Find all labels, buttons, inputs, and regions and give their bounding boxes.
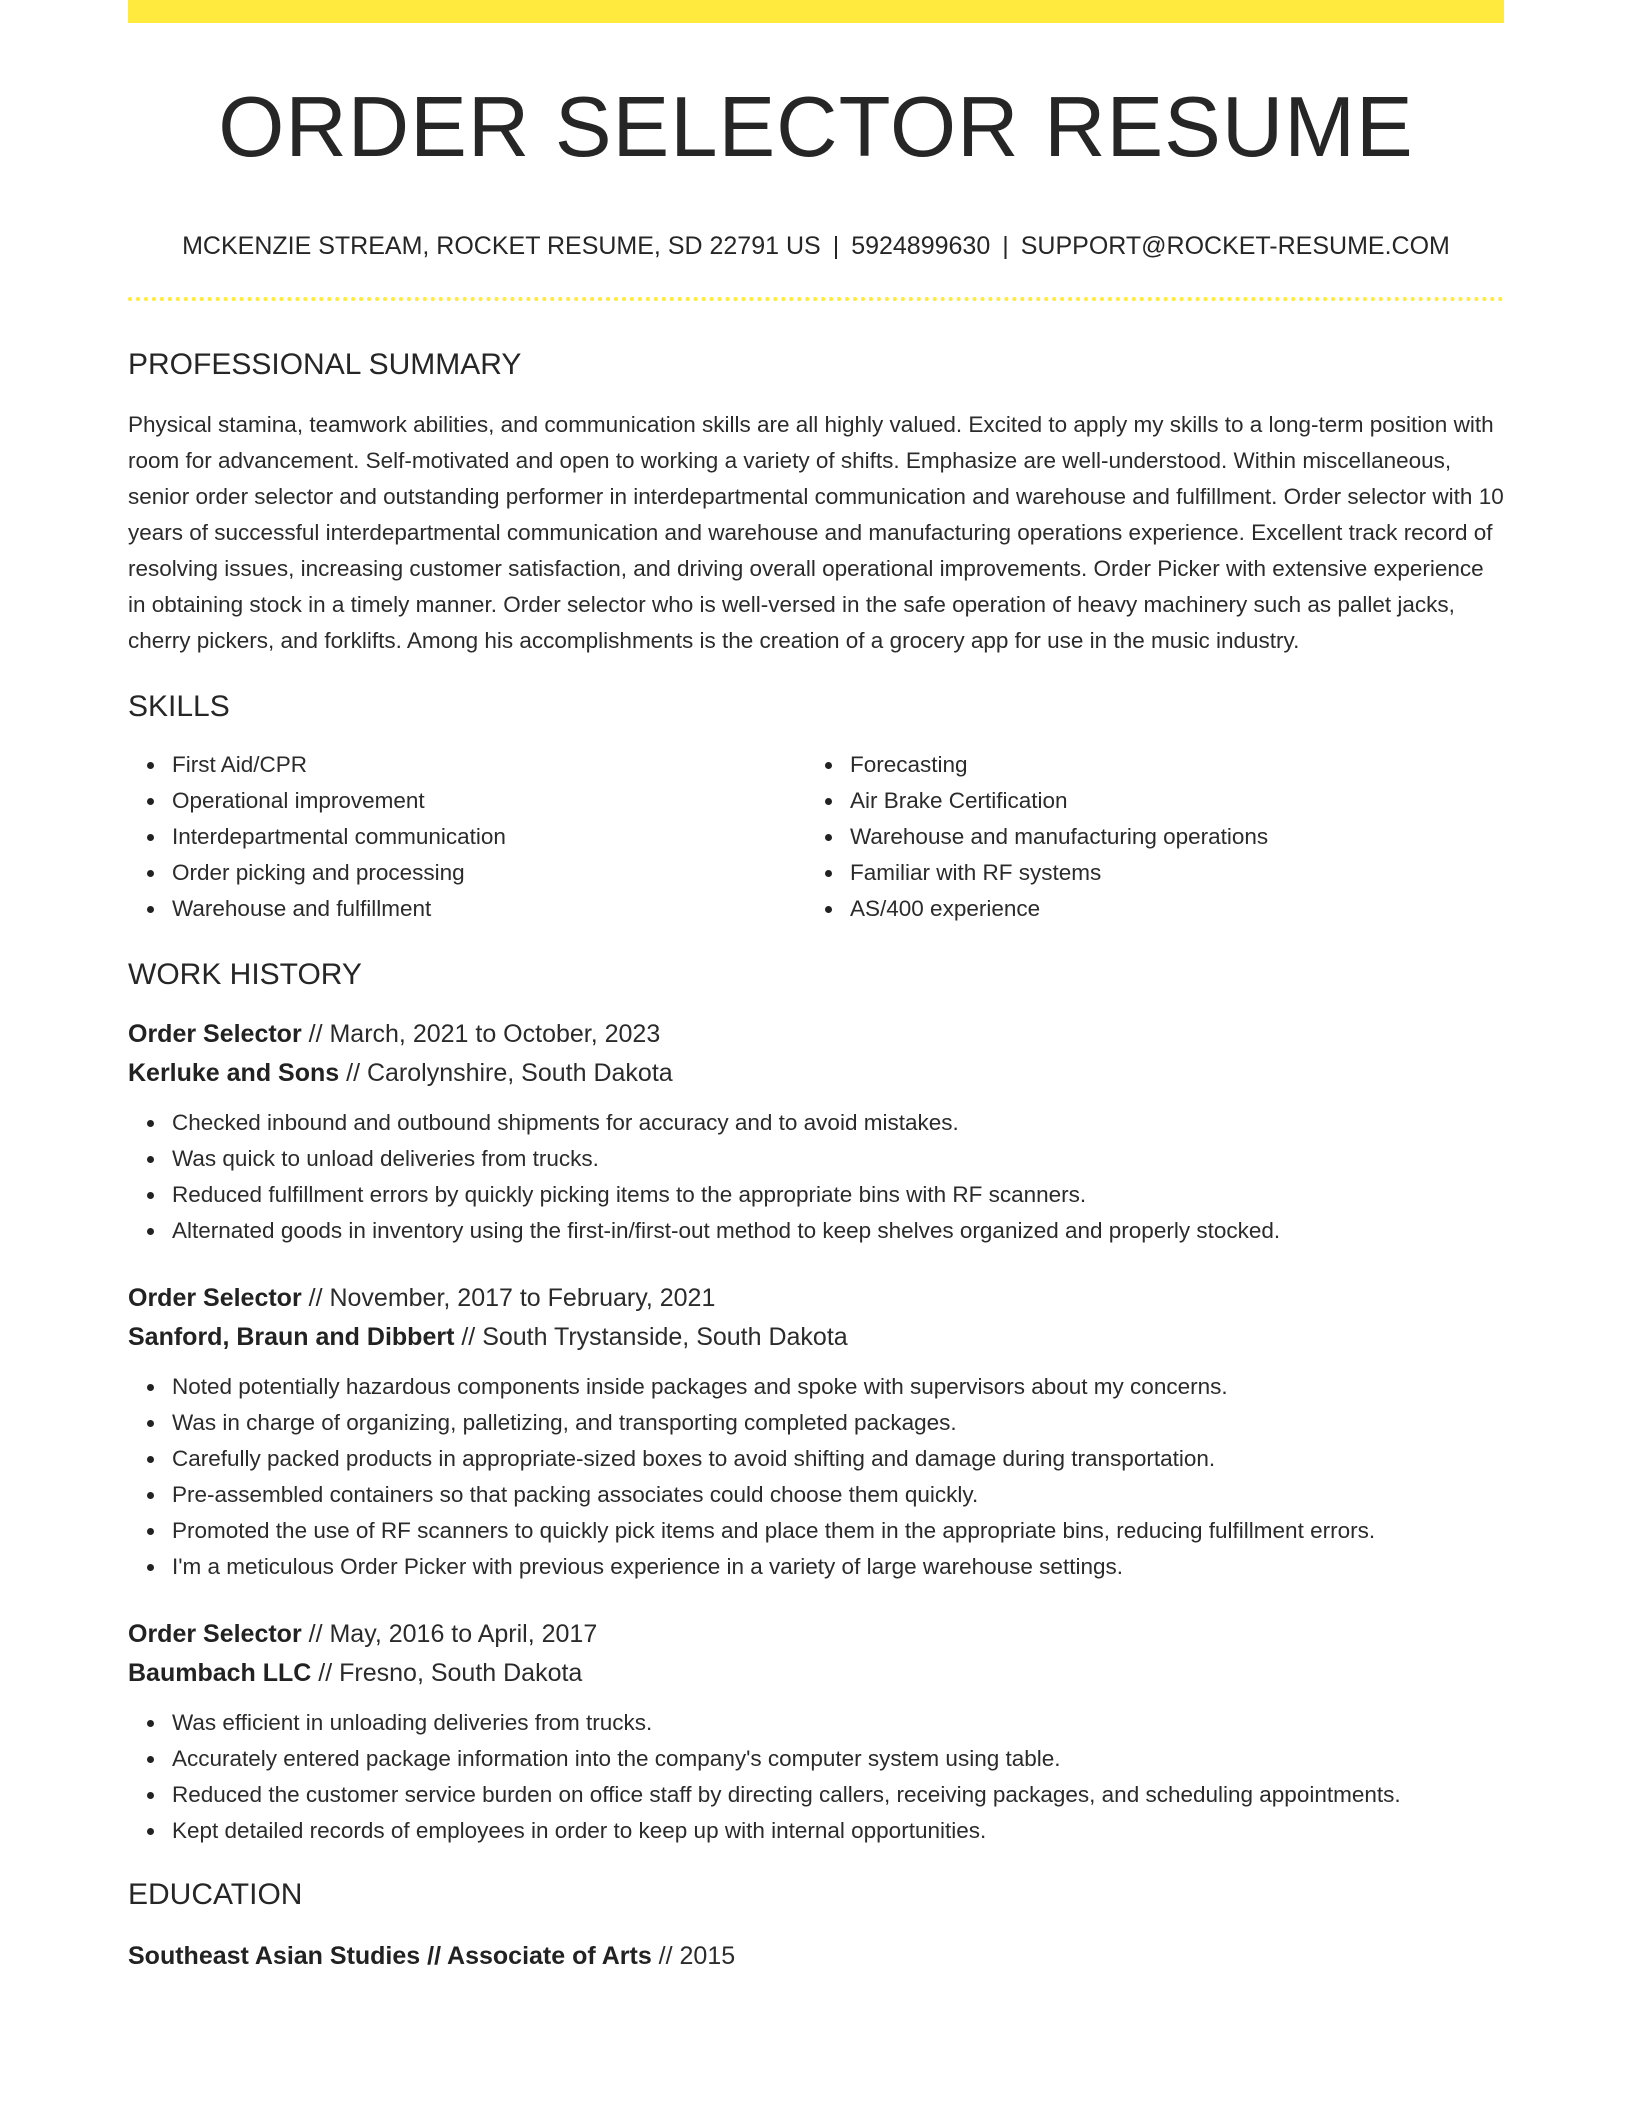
job-duty-item: Was in charge of organizing, palletizing, and transporting completed packages. bbox=[172, 1405, 1504, 1441]
job-duties bbox=[128, 1705, 1504, 1849]
job-company: Sanford, Braun and Dibbert bbox=[128, 1323, 455, 1351]
job-company: Kerluke and Sons bbox=[128, 1059, 340, 1087]
contact-separator: | bbox=[832, 232, 840, 260]
job-entry bbox=[128, 1615, 1504, 1849]
skills-list bbox=[128, 747, 1504, 927]
skill-item: AS/400 experience bbox=[850, 891, 1504, 927]
skills-heading: SKILLS bbox=[128, 690, 230, 723]
summary-heading: PROFESSIONAL SUMMARY bbox=[128, 348, 522, 381]
skills-column-right bbox=[806, 747, 1504, 927]
job-company-line bbox=[128, 1318, 1504, 1357]
work-history-heading: WORK HISTORY bbox=[128, 958, 362, 991]
skill-item: Familiar with RF systems bbox=[850, 855, 1504, 891]
education-degree: Southeast Asian Studies // Associate of Arts bbox=[128, 1942, 652, 1970]
job-duty-item: Noted potentially hazardous components inside packages and spoke with supervisors about my concerns. bbox=[172, 1369, 1504, 1405]
contact-line bbox=[128, 231, 1504, 261]
education-heading: EDUCATION bbox=[128, 1878, 303, 1911]
job-duties bbox=[128, 1105, 1504, 1249]
job-role: Order Selector bbox=[128, 1284, 302, 1312]
job-duty-item: Checked inbound and outbound shipments for accuracy and to avoid mistakes. bbox=[172, 1105, 1504, 1141]
job-role-line bbox=[128, 1279, 1504, 1318]
job-duty-item: Alternated goods in inventory using the first-in/first-out method to keep shelves organized and properly stocked. bbox=[172, 1213, 1504, 1249]
job-dates: // November, 2017 to February, 2021 bbox=[301, 1284, 716, 1312]
job-company-line bbox=[128, 1054, 1504, 1093]
job-entry bbox=[128, 1279, 1504, 1585]
job-dates: // March, 2021 to October, 2023 bbox=[301, 1020, 661, 1048]
summary-text: Physical stamina, teamwork abilities, and communication skills are all highly valued. Excited to apply my skills to a long-term position with room for advancement. Self-motivated and open to working a variety of shifts. Emphasize are well-understood. Within miscellaneous, senior order selector and outstanding performer in interdepartmental communication and warehouse and fulfillment. Order selector with 10 years of successful interdepartmental communication and warehouse and manufacturing operations experience. Excellent track record of resolving issues, increasing customer satisfaction, and driving overall operational improvements. Order Picker with extensive experience in obtaining stock in a timely manner. Order selector who is well-versed in the safe operation of heavy machinery such as pallet jacks, cherry pickers, and forklifts. Among his accomplishments is the creation of a grocery app for use in the music industry. bbox=[128, 412, 1504, 653]
job-duty-item: Reduced fulfillment errors by quickly picking items to the appropriate bins with RF scanners. bbox=[172, 1177, 1504, 1213]
contact-address: MCKENZIE STREAM, ROCKET RESUME, SD 22791 US bbox=[182, 232, 821, 260]
job-duty-item: Was quick to unload deliveries from trucks. bbox=[172, 1141, 1504, 1177]
education-year: // 2015 bbox=[651, 1942, 736, 1970]
resume-page bbox=[128, 0, 1504, 1976]
skills-column-left bbox=[128, 747, 806, 927]
job-duties bbox=[128, 1369, 1504, 1585]
job-company: Baumbach LLC bbox=[128, 1659, 312, 1687]
job-role-line bbox=[128, 1015, 1504, 1054]
job-duty-item: Kept detailed records of employees in order to keep up with internal opportunities. bbox=[172, 1813, 1504, 1849]
job-role: Order Selector bbox=[128, 1020, 302, 1048]
page-title: ORDER SELECTOR RESUME bbox=[218, 80, 1414, 175]
job-location: // South Trystanside, South Dakota bbox=[454, 1323, 848, 1351]
skill-item: Warehouse and fulfillment bbox=[172, 891, 806, 927]
job-role: Order Selector bbox=[128, 1620, 302, 1648]
job-role-line bbox=[128, 1615, 1504, 1654]
skill-item: Warehouse and manufacturing operations bbox=[850, 819, 1504, 855]
job-duty-item: Promoted the use of RF scanners to quickly pick items and place them in the appropriate bins, reducing fulfillment errors. bbox=[172, 1513, 1504, 1549]
job-company-line bbox=[128, 1654, 1504, 1693]
job-location: // Carolynshire, South Dakota bbox=[339, 1059, 673, 1087]
contact-email: SUPPORT@ROCKET-RESUME.COM bbox=[1020, 232, 1450, 260]
job-duty-item: Pre-assembled containers so that packing associates could choose them quickly. bbox=[172, 1477, 1504, 1513]
job-duty-item: Reduced the customer service burden on office staff by directing callers, receiving packages, and scheduling appointments. bbox=[172, 1777, 1504, 1813]
job-duty-item: Carefully packed products in appropriate-sized boxes to avoid shifting and damage during transportation. bbox=[172, 1441, 1504, 1477]
job-duty-item: Was efficient in unloading deliveries from trucks. bbox=[172, 1705, 1504, 1741]
contact-separator: | bbox=[1002, 232, 1009, 260]
job-dates: // May, 2016 to April, 2017 bbox=[301, 1620, 598, 1648]
skill-item: Air Brake Certification bbox=[850, 783, 1504, 819]
skill-item: Forecasting bbox=[850, 747, 1504, 783]
accent-bar bbox=[128, 0, 1504, 23]
job-location: // Fresno, South Dakota bbox=[311, 1659, 583, 1687]
dotted-divider bbox=[128, 297, 1504, 301]
skill-item: Interdepartmental communication bbox=[172, 819, 806, 855]
contact-phone: 5924899630 bbox=[851, 232, 991, 260]
job-duty-item: I'm a meticulous Order Picker with previous experience in a variety of large warehouse settings. bbox=[172, 1549, 1504, 1585]
job-duty-item: Accurately entered package information into the company's computer system using table. bbox=[172, 1741, 1504, 1777]
skill-item: Operational improvement bbox=[172, 783, 806, 819]
job-entry bbox=[128, 1015, 1504, 1249]
skill-item: First Aid/CPR bbox=[172, 747, 806, 783]
skill-item: Order picking and processing bbox=[172, 855, 806, 891]
education-entry bbox=[128, 1937, 1504, 1976]
